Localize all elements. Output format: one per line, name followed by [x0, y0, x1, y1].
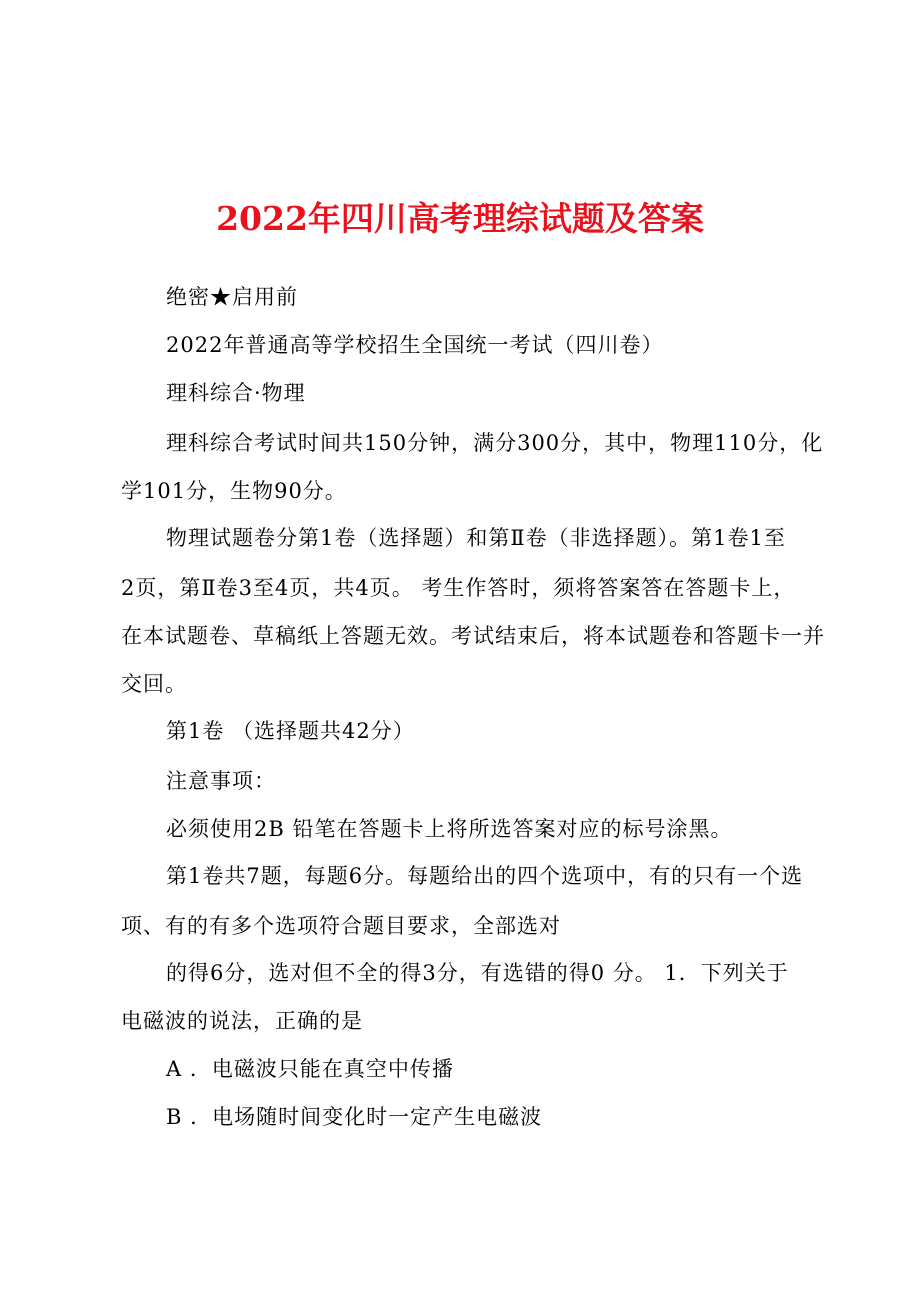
paragraph-line: 理科综合考试时间共150分钟，满分300分，其中，物理110分，化: [166, 431, 824, 455]
answer-option-a: A ．电磁波只能在真空中传播: [166, 1057, 454, 1081]
paragraph-line: 项、有的有多个选项符合题目要求，全部选对: [121, 914, 561, 938]
paragraph-line: 物理试题卷分第1卷（选择题）和第Ⅱ卷（非选择题）。第1卷1至: [166, 526, 786, 550]
notice-heading: 注意事项：: [166, 769, 276, 793]
paragraph-line: 在本试题卷、草稿纸上答题无效。考试结束后，将本试题卷和答题卡一并: [121, 624, 825, 648]
paragraph-line: 必须使用2B 铅笔在答题卡上将所选答案对应的标号涂黑。: [166, 817, 733, 841]
section-heading: 第1卷 （选择题共42分）: [166, 719, 415, 743]
confidential-mark: 绝密★启用前: [166, 285, 298, 309]
paragraph-line: 电磁波的说法，正确的是: [121, 1009, 363, 1033]
exam-name: 2022年普通高等学校招生全国统一考试（四川卷）: [166, 333, 664, 357]
paragraph-line: 第1卷共7题，每题6分。每题给出的四个选项中，有的只有一个选: [166, 864, 804, 888]
subject-heading: 理科综合·物理: [166, 381, 306, 405]
paragraph-line: 交回。: [121, 672, 187, 696]
document-title: 2022年四川高考理综试题及答案: [216, 199, 704, 238]
paragraph-line: 2页，第Ⅱ卷3至4页，共4页。 考生作答时，须将答案答在答题卡上，: [121, 576, 796, 600]
paragraph-line: 的得6分，选对但不全的得3分，有选错的得0 分。 1．下列关于: [166, 961, 789, 985]
answer-option-b: B ．电场随时间变化时一定产生电磁波: [166, 1105, 543, 1129]
paragraph-line: 学101分，生物90分。: [121, 479, 347, 503]
